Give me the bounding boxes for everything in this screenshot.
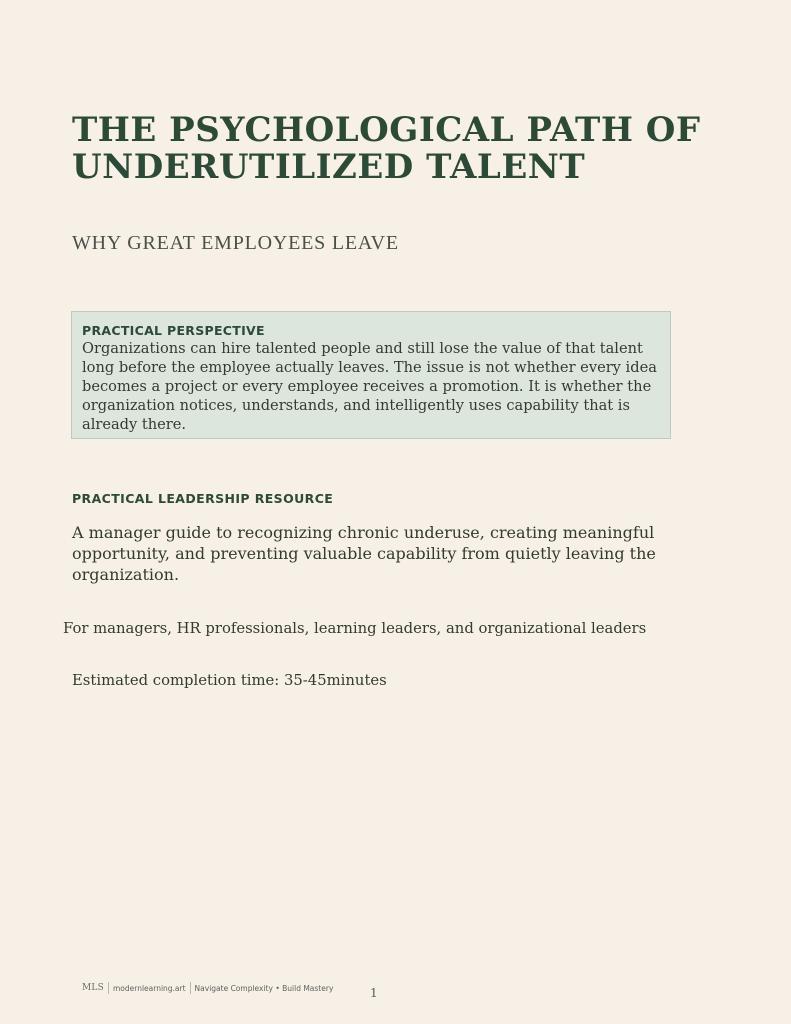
resource-heading: PRACTICAL LEADERSHIP RESOURCE bbox=[72, 491, 334, 506]
audience-line: For managers, HR professionals, learning leaders, and organizational leaders bbox=[63, 620, 647, 637]
page-footer bbox=[82, 982, 333, 994]
footer-divider bbox=[190, 982, 191, 994]
footer-site: modernlearning.art bbox=[112, 983, 186, 993]
document-title: THE PSYCHOLOGICAL PATH OF UNDERUTILIZED TALENT bbox=[72, 110, 701, 187]
footer-logo: MLS bbox=[82, 983, 104, 993]
resource-description: A manager guide to recognizing chronic underuse, creating meaningful opportunity, and preventing valuable capability from quietly leaving the organization. bbox=[72, 523, 656, 584]
footer-tagline: Navigate Complexity • Build Mastery bbox=[194, 983, 334, 993]
callout-heading: PRACTICAL PERSPECTIVE bbox=[82, 323, 265, 338]
callout-body: Organizations can hire talented people and still lose the value of that talent long before the employee actually leaves. The issue is not whether every idea becomes a project or every employee receives a promotion. It is whether the organization notices, understands, and intelligently uses capability that is already there. bbox=[82, 340, 657, 433]
completion-time: Estimated completion time: 35-45minutes bbox=[72, 672, 387, 689]
footer-divider bbox=[108, 982, 109, 994]
page-number: 1 bbox=[370, 986, 378, 1000]
practical-perspective-callout bbox=[71, 311, 671, 439]
document-subtitle: WHY GREAT EMPLOYEES LEAVE bbox=[72, 232, 399, 254]
